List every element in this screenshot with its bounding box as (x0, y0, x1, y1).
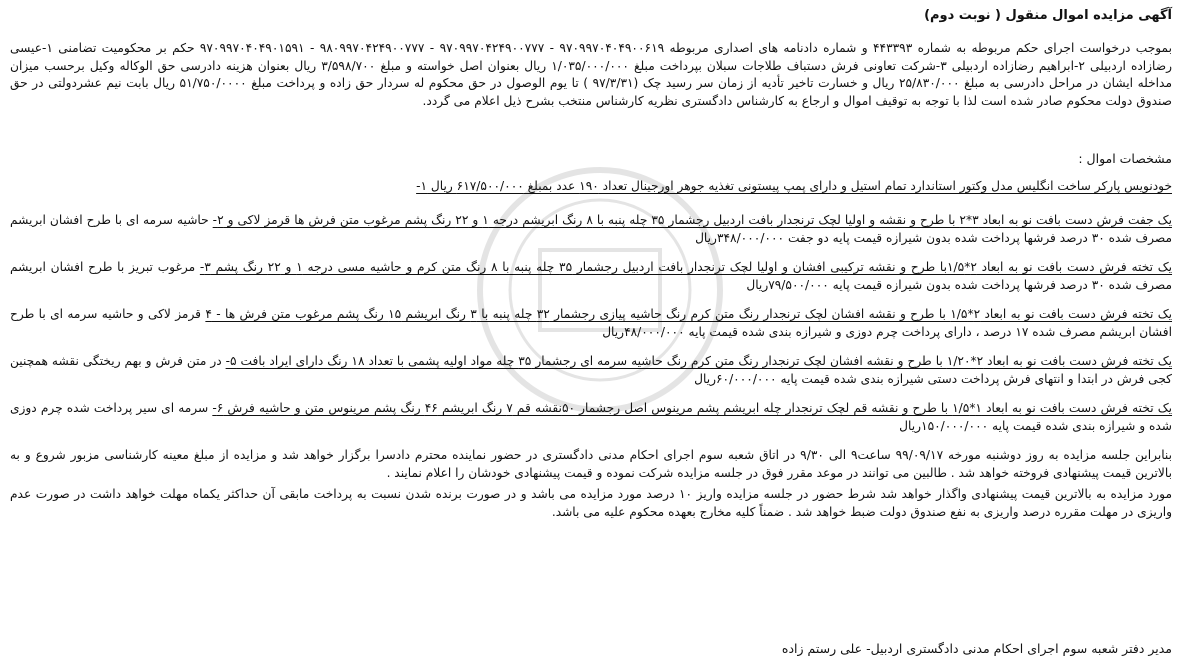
item-6 (10, 400, 1172, 438)
item-3-rest: مرغوب تبریز با طرح افشان ابریشم مصرف شده ۳۰ درصد فرشها پرداخت شده بدون شیرازه قیمت پایه ۷۹/۵۰۰/۰۰۰ریال (10, 260, 1172, 292)
closing-paragraph-1: بنابراین جلسه مزایده به روز دوشنبه مورخه ۹۹/۰۹/۱۷ ساعت۹ الی ۹/۳۰ در اتاق شعبه سوم اجرای احکام مدنی دادگستری در حضور نماینده محترم دادسرا برگزار خواهد شد و مزایده از مبلغ معینه کارشناسی مزبور شروع و به بالاترین قیمت پیشنهادی فروخته خواهد شد . طالبین می توانند در موعد مقرر فوق در جلسه مزایده شرکت نموده و قیمت پیشنهادی خودشان را اعلام نمایند . (10, 448, 1172, 480)
item-1-lead: خودنویس پارکر ساخت انگلیس مدل وکتور استاندارد تمام استیل و دارای پمپ پیستونی تغذیه جوهر اورجینال تعداد ۱۹۰ عدد بمبلغ ۶۱۷/۵۰۰/۰۰۰ ریال ۱- (416, 179, 1172, 193)
item-2 (10, 212, 1172, 250)
item-1 (10, 178, 1172, 198)
item-6-lead: یک تخته فرش دست بافت نو به ابعاد ۱*۱/۵ با طرح و نقشه قم لچک ترنجدار چله ابریشم پشم مرینوس اصل رجشمار ۵۰نقشه قم ۷ رنگ ابریشم ۴۶ رنگ پشم مرینوس متن و حاشیه فرش ۶- (212, 401, 1173, 415)
item-5-rest: در متن فرش و بهم ریختگی نقشه همچنین کجی فرش در ابتدا و انتهای فرش پرداخت دستی شیرازه بندی شده قیمت پایه ۶۰/۰۰۰/۰۰۰ریال (10, 354, 1172, 386)
item-3-lead: یک تخته فرش دست بافت نو به ابعاد ۲*۱/۵با طرح و نقشه ترکیبی افشان و اولیا لچک ترنجدار بافت اردبیل رجشمار ۳۵ چله پنبه با ۸ رنگ متن کرم و حاشیه مسی درجه ۱ و ۲۲ رنگ پشم ۳- (199, 260, 1173, 274)
item-4-lead: یک تخته فرش دست بافت نو به ابعاد ۲*۱/۵ با طرح و نقشه افشان لچک ترنجدار رنگ متن کرم رنگ حاشیه پیازی رجشمار ۳۲ چله پنبه با ۳ رنگ ابریشم ۱۵ رنگ پشم مرغوب متن فرش ها - ۴ (205, 307, 1172, 321)
item-6-rest: سرمه ای سیر پرداخت شده چرم دوزی شده و شیرازه بندی شده قیمت پایه ۱۵۰/۰۰۰/۰۰۰ریال (10, 401, 1172, 433)
item-4-rest: قرمز لاکی و حاشیه سرمه ای با طرح افشان ابریشم مصرف شده ۱۷ درصد ، دارای پرداخت چرم دوزی و شیرازه بندی شده قیمت پایه ۴۸/۰۰۰/۰۰۰ریال (10, 307, 1172, 339)
item-2-lead: یک جفت فرش دست بافت نو به ابعاد ۳*۲ با طرح و نقشه و اولیا لچک ترنجدار بافت اردبیل رجشمار ۳۵ چله پنبه با ۸ رنگ ابریشم درجه ۱ و ۲۲ رنگ پشم مرغوب متن فرش ها قرمز لاکی و ۲- (212, 213, 1172, 227)
item-2-rest: حاشیه سرمه ای با طرح افشان ابریشم مصرف شده ۳۰ درصد فرشها پرداخت شده بدون شیرازه قیمت پایه دو جفت ۳۴۸/۰۰۰/۰۰۰ریال (10, 213, 1172, 245)
item-3 (10, 259, 1172, 297)
item-5 (10, 353, 1172, 391)
signature-line: مدیر دفتر شعبه سوم اجرای احکام مدنی دادگستری اردبیل- علی رستم زاده (781, 641, 1172, 656)
specs-label: مشخصات اموال : (1078, 151, 1172, 166)
item-5-lead: یک تخته فرش دست بافت نو به ابعاد ۲*۱/۲۰ با طرح و نقشه افشان لچک ترنجدار رنگ متن کرم رنگ حاشیه سرمه ای رجشمار ۳۵ چله مواد اولیه پشمی با تعداد ۱۸ رنگ دارای ایراد بافت ۵- (225, 354, 1173, 368)
notice-title: آگهی مزایده اموال منقول ( نوبت دوم) (924, 8, 1172, 23)
closing-paragraph-2: مورد مزایده به بالاترین قیمت پیشنهادی واگذار خواهد شد شرط حضور در جلسه مزایده واریز ۱۰ درصد مورد مزایده می باشد و در صورت برنده شدن نسبت به پرداخت مابقی آن حداکثر یکماه مهلت خواهد داشت در صورت عدم واریزی در مهلت مقرره درصد واریزی به نفع صندوق دولت ضبط خواهد شد . ضمناً کلیه مخارج بعهده محکوم علیه می باشد. (10, 487, 1172, 519)
item-4 (10, 306, 1172, 344)
intro-paragraph: بموجب درخواست اجرای حکم مربوطه به شماره ۴۴۳۳۹۳ و شماره دادنامه های اصداری مربوطه ۹۷۰۹۹۷۰۴۰۴۹۰۰۶۱۹ - ۹۷۰۹۹۷۰۴۲۴۹۰۰۷۷۷ - ۹۸۰۹۹۷۰۴۲۴۹۰۰۷۷۷ - ۹۷۰۹۹۷۰۴۰۴۹۰۱۵۹۱ حکم بر محکومیت تضامنی ۱-عیسی رضازاده اردبیلی ۲-ابراهیم رضازاده اردبیلی ۳-شرکت تعاونی فرش دستباف طلاجات سبلان بپرداخت مبلغ ۱/۰۳۵/۰۰۰/۰۰۰ ریال بعنوان اصل خواسته و مبلغ ۳/۵۹۸/۷۰۰ ریال بعنوان هزینه دادرسی حق الوکاله وکیل برحسب میزان مداخله ایشان در مراحل دادرسی به مبلغ ۲۵/۸۳۰/۰۰۰ ریال و خسارت تاخیر تأدیه از زمان سر رسید چک (۹۷/۳/۳۱ ) تا یوم الوصول در حق محکوم له سردار حق زاده و پرداخت مبلغ ۵۱/۷۵۰/۰۰۰۰ ریال بابت نیم عشردولتی در حق صندوق دولت محکوم صادر شده است لذا با توجه به توقیف اموال و ارجاع به کارشناس دادگستری نظریه کارشناس منتخب بشرح ذیل اعلام می گردد. (10, 41, 1172, 108)
